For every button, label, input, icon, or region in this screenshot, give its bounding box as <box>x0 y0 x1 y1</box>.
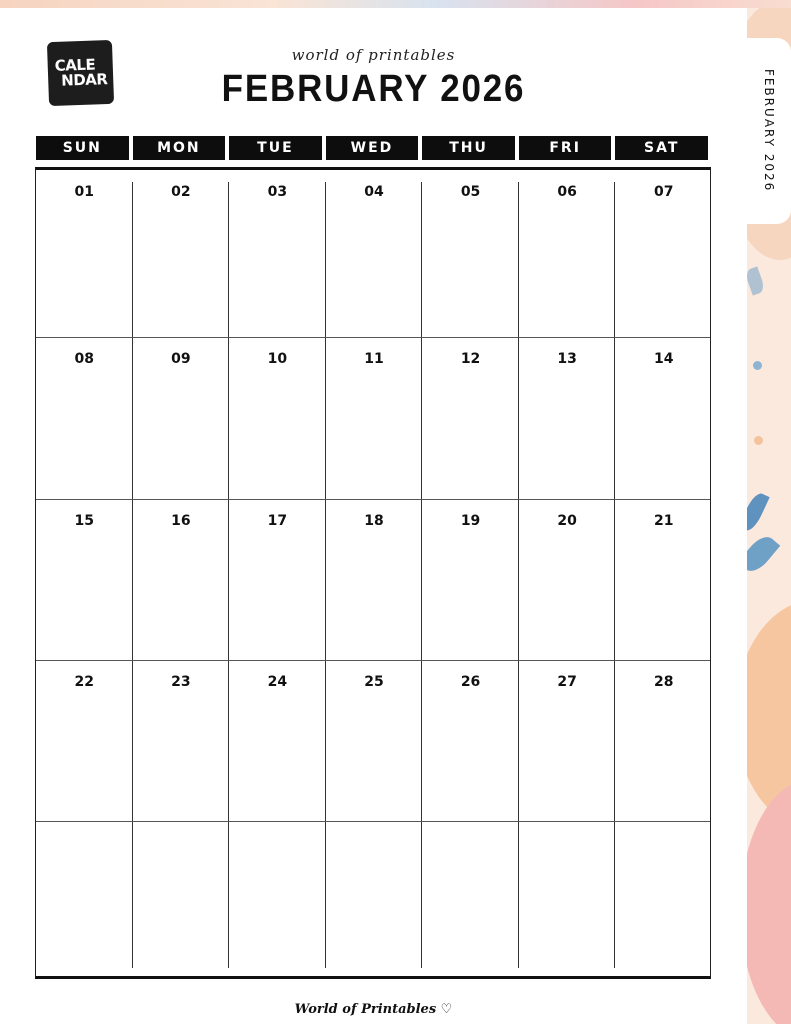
logo-line-1: CALE <box>54 55 96 75</box>
day-cell[interactable] <box>326 821 423 976</box>
month-side-tab[interactable] <box>747 38 791 224</box>
day-cell[interactable] <box>615 337 712 499</box>
side-tab-label: FEBRUARY 2026 <box>762 69 776 193</box>
day-cell[interactable] <box>615 821 712 976</box>
day-number: 17 <box>267 513 288 529</box>
day-cell[interactable] <box>36 170 133 337</box>
day-cell[interactable] <box>422 170 519 337</box>
weekday-sun: SUN <box>36 136 129 160</box>
top-color-strip <box>0 0 791 8</box>
day-number: 22 <box>74 674 95 690</box>
day-cell[interactable] <box>615 499 712 660</box>
page-title: FEBRUARY 2026 <box>221 68 526 110</box>
day-cell[interactable] <box>133 821 230 976</box>
weekday-wed: WED <box>326 136 419 160</box>
day-number: 20 <box>557 513 577 529</box>
day-number: 11 <box>364 351 384 367</box>
day-number: 15 <box>74 513 95 529</box>
day-cell[interactable] <box>133 499 230 660</box>
day-cell[interactable] <box>519 170 616 337</box>
day-cell[interactable] <box>519 499 616 660</box>
dot-decoration <box>754 436 763 445</box>
day-cell[interactable] <box>133 170 230 337</box>
day-number: 10 <box>267 351 288 367</box>
day-number: 05 <box>460 184 481 200</box>
day-cell[interactable] <box>422 821 519 976</box>
watercolor-blob <box>740 780 791 1024</box>
logo-line-2: NDAR <box>60 70 108 90</box>
footer-brand-text: World of Printables <box>294 1002 437 1017</box>
day-cell[interactable] <box>36 337 133 499</box>
day-number: 21 <box>653 513 674 529</box>
day-number: 06 <box>557 184 577 200</box>
footer-brand <box>0 1002 747 1017</box>
day-number: 13 <box>557 351 577 367</box>
day-number: 07 <box>653 184 674 200</box>
day-number: 08 <box>74 351 95 367</box>
day-number: 14 <box>653 351 674 367</box>
day-cell[interactable] <box>36 660 133 821</box>
day-number: 28 <box>653 674 674 690</box>
weekday-fri: FRI <box>519 136 612 160</box>
day-cell[interactable] <box>326 170 423 337</box>
day-cell[interactable] <box>133 337 230 499</box>
day-cell[interactable] <box>36 821 133 976</box>
day-number: 25 <box>364 674 384 690</box>
day-cell[interactable] <box>422 660 519 821</box>
heart-icon: ♡ <box>440 1002 453 1017</box>
day-number: 18 <box>364 513 384 529</box>
day-cell[interactable] <box>519 821 616 976</box>
day-cell[interactable] <box>422 337 519 499</box>
dot-decoration <box>753 361 762 370</box>
day-number: 26 <box>460 674 481 690</box>
day-cell[interactable] <box>326 660 423 821</box>
day-cell[interactable] <box>422 499 519 660</box>
day-cell[interactable] <box>326 499 423 660</box>
day-cell[interactable] <box>229 337 326 499</box>
weekday-tue: TUE <box>229 136 322 160</box>
day-cell[interactable] <box>36 499 133 660</box>
day-number: 09 <box>171 351 191 367</box>
weekday-sat: SAT <box>615 136 708 160</box>
day-cell[interactable] <box>519 660 616 821</box>
day-cell[interactable] <box>229 170 326 337</box>
weekday-mon: MON <box>133 136 226 160</box>
weekday-header-row <box>35 136 711 160</box>
day-cell[interactable] <box>519 337 616 499</box>
day-number: 27 <box>557 674 577 690</box>
day-number: 04 <box>364 184 384 200</box>
day-cell[interactable] <box>229 499 326 660</box>
day-number: 03 <box>267 184 288 200</box>
calendar-page <box>0 8 747 1024</box>
day-cell[interactable] <box>229 660 326 821</box>
day-number: 19 <box>460 513 481 529</box>
day-cell[interactable] <box>133 660 230 821</box>
day-number: 12 <box>460 351 481 367</box>
day-number: 02 <box>171 184 191 200</box>
calendar-grid <box>35 167 711 979</box>
day-number: 23 <box>171 674 191 690</box>
day-cell[interactable] <box>615 170 712 337</box>
page-subtitle: world of printables <box>291 46 456 64</box>
day-cell[interactable] <box>615 660 712 821</box>
day-number: 24 <box>267 674 288 690</box>
day-cell[interactable] <box>326 337 423 499</box>
day-cell[interactable] <box>229 821 326 976</box>
weekday-thu: THU <box>422 136 515 160</box>
day-number: 01 <box>74 184 95 200</box>
day-number: 16 <box>171 513 191 529</box>
leaf-icon <box>744 266 766 295</box>
